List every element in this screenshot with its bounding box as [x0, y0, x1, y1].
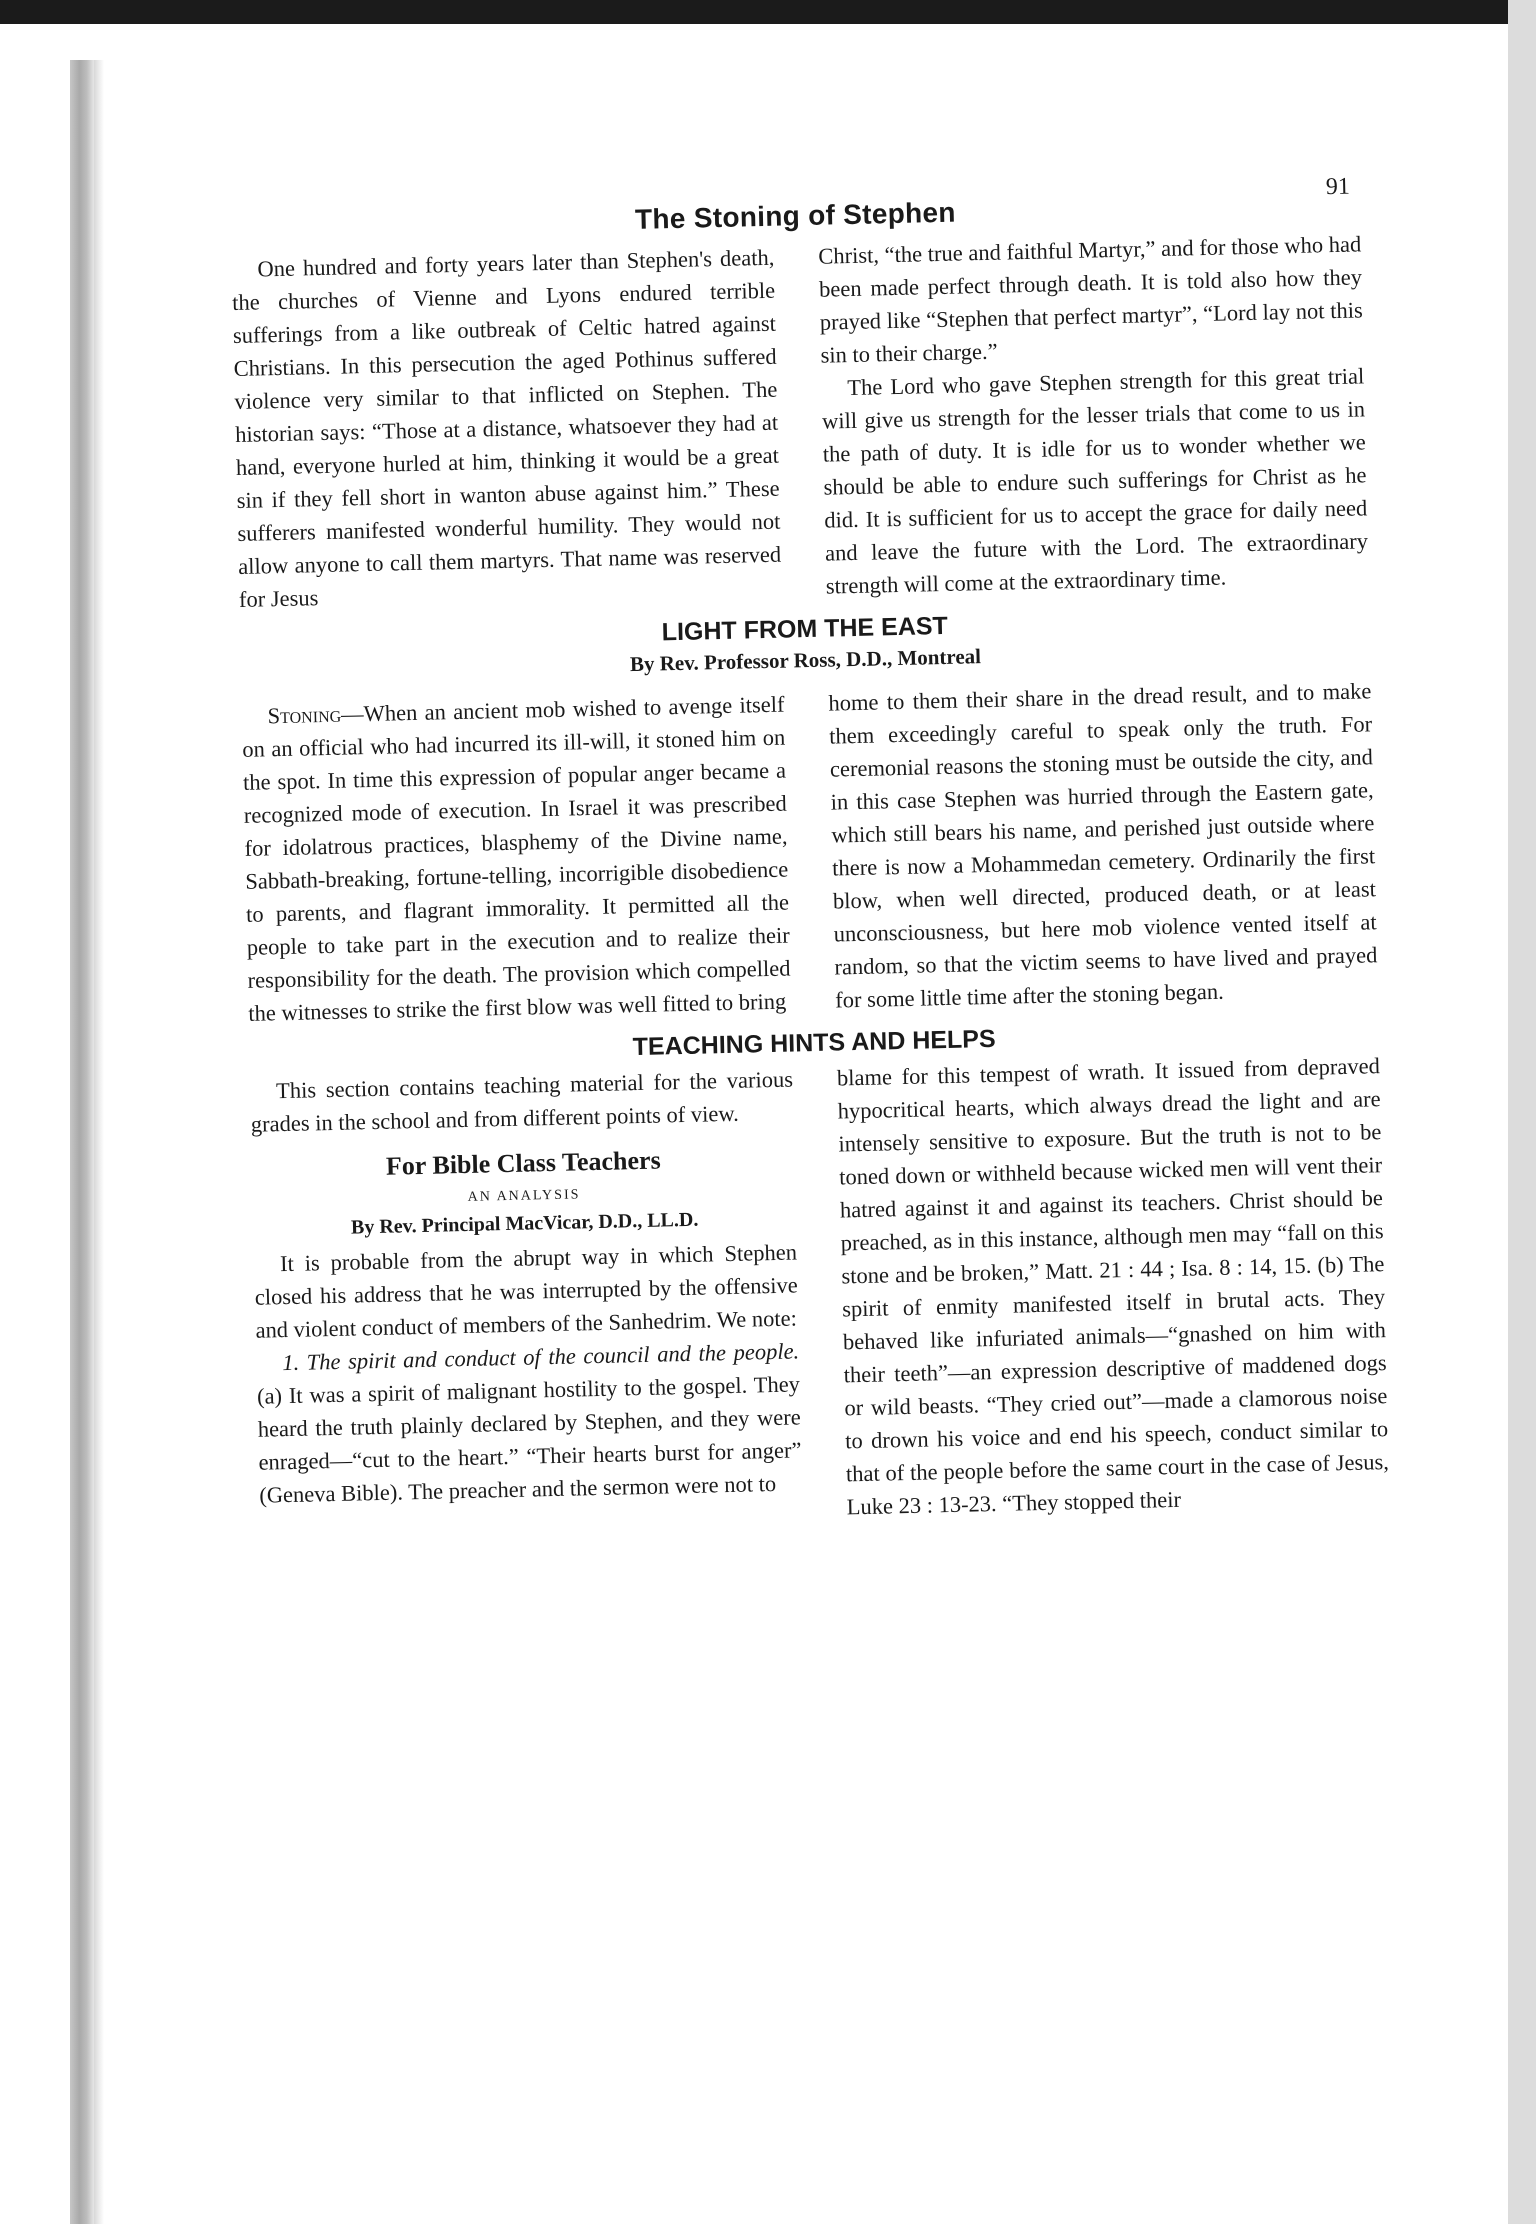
paragraph: Christ, “the true and faithful Martyr,” and for those who had been made perfect through death. It is told also how they prayed like “Stephen that perfect martyr”, “Lord lay not this sin to their charge.” [818, 231, 1363, 368]
paragraph: The Lord who gave Stephen strength for this great trial will give us strength for the lesser trials that come to us in the path of duty. It is idle for us to wonder whether we should be able to endure such sufferings for Christ as he did. It is sufficient for us to accept the grace for daily need and leave the future with the Lord. The extraordinary strength will come at the extraordinary time. [821, 363, 1369, 599]
running-head: The Stoning of Stephen [634, 196, 957, 235]
paragraph: One hundred and forty years later than Stephen's death, the churches of Vienne and Lyons endured terrible sufferings from a like outbreak of Celtic hatred against Christians. In this persecution the aged Pothinus suffered violence very similar to that inflicted on Stephen. The historian says: “Those at a distance, whatsoever they had at hand, everyone hurled at him, thinking it would be a great sin if they fell short in wanton abuse against him.” These sufferers manifested wonderful humility. They would not allow anyone to call them martyrs. That name was reserved for Jesus [231, 244, 782, 612]
subheading-bible-class: For Bible Class Teachers [385, 1145, 661, 1181]
scan-top-edge [0, 0, 1536, 24]
paragraph-text: (a) It was a spirit of malignant hostility to the gospel. They heard the truth plainly declared by Stephen, and they were enraged—“cut to the heart.” “Their hearts burst for anger” (Geneva Bible). The preacher and the sermon were not to [256, 1371, 802, 1508]
point-heading: 1. The spirit and conduct of the council and the people. [281, 1338, 800, 1376]
paragraph: home to them their share in the dread result, and to make them exceedingly careful to speak only the truth. For ceremonial reasons the stoning must be outside the city, and in this case Stephen was hurried through the Eastern gate, which still bears his name, and perished just outside where there is now a Mohammedan cemetery. Ordinarily the first blow, when well directed, produced death, or at least unconsciousness, but here mob violence vented itself at random, so that the victim seems to have lived and prayed for some little time after the stoning began. [828, 678, 1378, 1013]
byline-macvicar: By Rev. Principal MacVicar, D.D., LL.D. [350, 1208, 699, 1239]
page-number: 91 [1325, 173, 1351, 201]
column-right [818, 227, 1369, 602]
paragraph: blame for this tempest of wrath. It issued from depraved hypocritical hearts, which always dread the light and are intensely sensitive to exposure. But the truth is not to be toned down or withheld because wicked men will vent their hatred against it and against its teachers. Christ should be preached, as in this instance, although men may “fall on this stone and be broken,” Matt. 21 : 44 ; Isa. 8 : 14, 15. (b) The spirit of enmity manifested itself in brutal acts. They behaved like infuriated animals—“gnashed on him with their teeth”—an expression descriptive of maddened dogs or wild beasts. “They cried out”—made a clamorous noise to drown his voice and end his speech, conduct similar to that of the people before the same court in the case of Jesus, Luke 23 : 13-23. “They stopped their [836, 1053, 1390, 1520]
byline-ross: By Rev. Professor Ross, D.D., Montreal [629, 644, 982, 677]
column-left [231, 241, 782, 616]
page-gutter-shadow [94, 60, 104, 2224]
column-left [241, 688, 791, 1030]
column-right [837, 1049, 1390, 1523]
section-heading-teaching: TEACHING HINTS AND HELPS [632, 1024, 996, 1062]
paragraph [241, 688, 791, 1030]
page-gutter-fold [70, 60, 94, 2224]
paragraph-text: —When an ancient mob wished to avenge itself on an official who had incurred its ill-will, it stoned him on the spot. In time this expression of popular anger became a recognized mode of execution. In Israel it was prescribed for idolatrous practices, blasphemy of the Divine name, Sabbath-breaking, fortune-telling, incorrigible disobedience to parents, and flagrant immorality. It permitted all the people to take part in the execution and to realize their responsibility for the death. The provision which compelled the witnesses to strike the first blow was well fitted to bring [242, 691, 791, 1026]
section-stephen-columns [231, 227, 1369, 616]
lead-word: Stoning [267, 701, 342, 729]
section-heading-light: LIGHT FROM THE EAST [661, 611, 949, 647]
analysis-label: AN ANALYSIS [467, 1187, 581, 1205]
paragraph: This section contains teaching material for the various grades in the school and from different points of view. [250, 1066, 794, 1137]
column-right [828, 674, 1378, 1016]
section-light-columns [241, 674, 1378, 1030]
column-left [250, 1063, 803, 1537]
paragraph [256, 1334, 803, 1511]
section-teaching-columns [250, 1049, 1390, 1537]
paragraph: It is probable from the abrupt way in which Stephen closed his address that he was interrupted by the offensive and violent conduct of members of the Sanhedrim. We note: [254, 1239, 798, 1343]
book-page [229, 157, 1400, 2002]
scan-right-edge [1508, 0, 1536, 2224]
